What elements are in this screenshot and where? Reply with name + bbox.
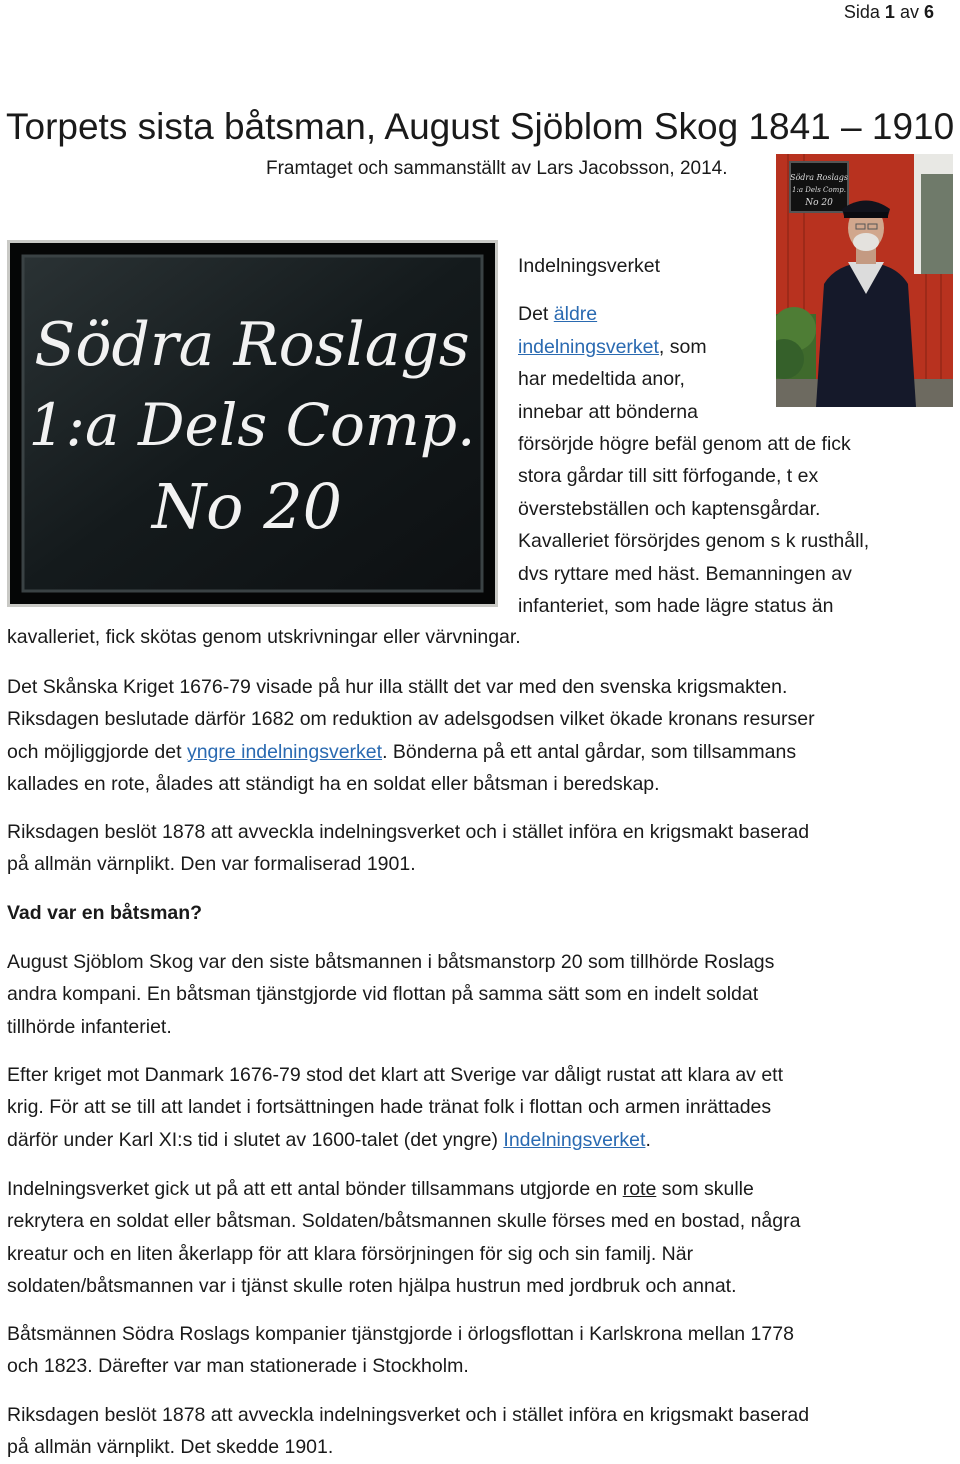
paragraph-rote: [7, 1173, 947, 1303]
text-fragment: Indelningsverket gick ut på att ett antal bönder tillsammans utgjorde en: [7, 1178, 623, 1200]
text-line: [7, 1124, 947, 1156]
text-fragment: som skulle: [656, 1178, 754, 1200]
photo-sign-line-1: Södra Roslags: [789, 173, 849, 182]
text-line: tillhörde infanteriet.: [7, 1015, 172, 1038]
text-line: kavalleriet, fick skötas genom utskrivningar eller värvningar.: [7, 626, 521, 648]
section-heading: Indelningsverket: [518, 255, 661, 277]
text-fragment: därför under Karl XI:s tid i slutet av 1600-talet (det yngre): [7, 1128, 504, 1151]
section-heading-batsman: Vad var en båtsman?: [7, 902, 203, 924]
section-indelningsverket: [518, 250, 938, 622]
text-line: August Sjöblom Skog var den siste båtsmannen i båtsmanstorp 20 som tillhörde Roslags: [7, 951, 775, 973]
text-line: [518, 298, 938, 330]
photo-sign-line-2: 1:a Dels Comp.: [792, 186, 846, 194]
text-line: på allmän värnplikt. Det skedde 1901.: [7, 1436, 334, 1459]
text-fragment: , som: [658, 335, 707, 358]
spacer: [518, 282, 938, 298]
text-fragment: .: [645, 1128, 651, 1151]
text-fragment: Det: [518, 303, 554, 326]
page-current: 1: [884, 2, 895, 22]
text-line: rekrytera en soldat eller båtsman. Soldaten/båtsmannen skulle förses med en bostad, några: [7, 1210, 801, 1233]
text-line: innebar att bönderna: [518, 400, 698, 423]
text-line: Efter kriget mot Danmark 1676-79 stod det klart att Sverige var dåligt rustat att klara av ett: [7, 1064, 784, 1086]
text-line: Riksdagen beslöt 1878 att avveckla indelningsverket och i stället införa en krigsmakt baserad: [7, 1404, 810, 1426]
text-line: Riksdagen beslöt 1878 att avveckla indelningsverket och i stället införa en krigsmakt baserad: [7, 821, 810, 843]
text-line: krig. För att se till att landet i fortsättningen hade tränat folk i flottan och armen inrättades: [7, 1096, 772, 1119]
text-line: Båtsmännen Södra Roslags kompanier tjänstgjorde i örlogsflottan i Karlskrona mellan 1778: [7, 1323, 794, 1345]
link-yngre-indelningsverket[interactable]: yngre indelningsverket: [186, 740, 383, 763]
text-line: försörjde högre befäl genom att de fick: [518, 433, 851, 456]
text-line: Det Skånska Kriget 1676-79 visade på hur illa ställt det var med den svenska krigsmakten.: [7, 676, 788, 698]
text-line: soldaten/båtsmannen var i tjänst skulle roten hjälpa hustrun med jordbruk och annat.: [7, 1275, 737, 1298]
paragraph-efter-kriget: [7, 1059, 947, 1156]
section-indelningsverket-tail: [7, 621, 947, 653]
text-line: kallades en rote, ålades att ständigt ha en soldat eller båtsman i beredskap.: [7, 773, 660, 796]
page-total: 6: [923, 2, 934, 22]
sign-line-3: No 20: [151, 470, 343, 543]
text-line: kreatur och en liten åkerlapp för att klara försörjningen för sig och sin familj. När: [7, 1242, 694, 1265]
link-indelningsverket[interactable]: indelningsverket: [518, 335, 659, 358]
page-title: Torpets sista båtsman, August Sjöblom Skog 1841 – 1910: [6, 106, 955, 147]
paragraph-riksdagen-1901: [7, 1399, 947, 1464]
text-line: [7, 1173, 947, 1205]
paragraph-karlskrona: [7, 1318, 947, 1383]
text-line: överstebställen och kaptensgårdar.: [518, 497, 821, 520]
link-aldre[interactable]: äldre: [553, 303, 598, 326]
text-line: andra kompani. En båtsman tjänstgjorde vid flottan på samma sätt som en indelt soldat: [7, 983, 759, 1006]
link-indelningsverket-2[interactable]: Indelningsverket: [503, 1128, 646, 1151]
sign-line-1: Södra Roslags: [34, 310, 470, 380]
text-line: och 1823. Därefter var man stationerade i Stockholm.: [7, 1355, 469, 1378]
text-fragment: . Bönderna på ett antal gårdar, som tillsammans: [382, 740, 797, 763]
page-label: Sida: [843, 2, 880, 22]
photo-sign-line-3: No 20: [805, 198, 833, 208]
text-line: Kavalleriet försörjdes genom s k rusthåll,: [518, 530, 870, 553]
paragraph-riksdagen-1878: [7, 816, 947, 881]
text-line: stora gårdar till sitt förfogande, t ex: [518, 465, 819, 488]
text-line: [518, 331, 938, 363]
text-line: Riksdagen beslutade därför 1682 om reduktion av adelsgodsen vilket ökade kronans resurser: [7, 708, 815, 731]
sign-image: [7, 240, 498, 607]
link-rote[interactable]: rote: [622, 1178, 657, 1200]
sign-line-2: 1:a Dels Comp.: [28, 391, 476, 459]
page-subtitle: Framtaget och sammanställt av Lars Jacobsson, 2014.: [266, 158, 728, 179]
text-line: infanteriet, som hade lägre status än: [518, 595, 834, 618]
paragraph-august: [7, 946, 947, 1043]
text-line: har medeltida anor,: [518, 368, 685, 391]
text-fragment: och möjliggjorde det: [7, 740, 187, 763]
text-line: dvs ryttare med häst. Bemanningen av: [518, 562, 852, 585]
paragraph-skanska-kriget: [7, 671, 947, 801]
page-number: [844, 2, 934, 23]
text-line: [7, 736, 947, 768]
text-line: på allmän värnplikt. Den var formaliserad 1901.: [7, 853, 416, 876]
page-of: av: [899, 2, 919, 22]
